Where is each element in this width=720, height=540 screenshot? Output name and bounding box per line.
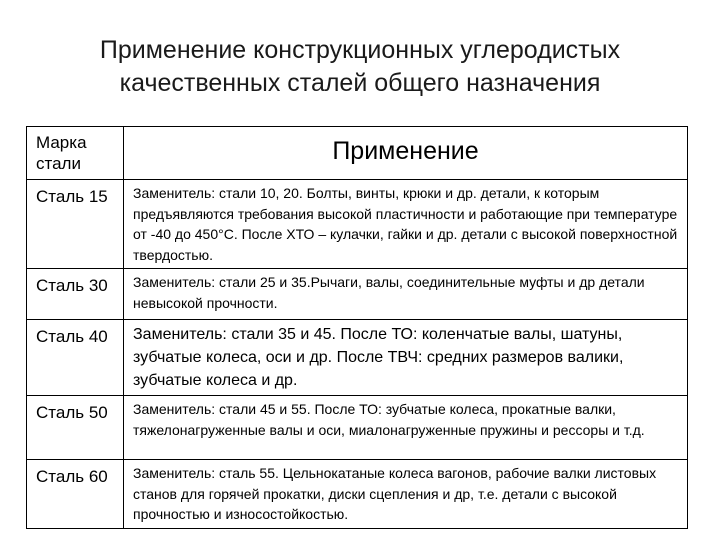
application-cell: Заменитель: стали 35 и 45. После ТО: коленчатые валы, шатуны, зубчатые колеса, оси и др. После ТВЧ: средних размеров валики, зубчатые колеса и др. xyxy=(124,320,688,396)
page-title xyxy=(40,34,680,100)
header-application: Применение xyxy=(124,127,688,180)
steel-grade-cell: Сталь 30 xyxy=(27,269,124,320)
table-row xyxy=(27,320,688,396)
header-steel-grade xyxy=(27,127,124,180)
steel-grade-cell: Сталь 40 xyxy=(27,320,124,396)
application-cell: Заменитель: стали 10, 20. Болты, винты, крюки и др. детали, к которым предъявляются требования высокой пластичности и работающие при температуре от -40 до 450°С. После ХТО – кулачки, гайки и др. детали с высокой поверхностной твердостью. xyxy=(124,180,688,269)
application-cell: Заменитель: сталь 55. Цельнокатаные колеса вагонов, рабочие валки листовых станов для горячей прокатки, диски сцепления и др, т.е. детали с высокой прочностью и износостойкостью. xyxy=(124,460,688,529)
header-steel-grade-line-2: стали xyxy=(36,154,81,173)
steel-application-table xyxy=(26,126,688,529)
table-row xyxy=(27,396,688,460)
table-row xyxy=(27,180,688,269)
application-cell: Заменитель: стали 45 и 55. После ТО: зубчатые колеса, прокатные валки, тяжелонагруженные валы и оси, миалонагруженные пружины и рессоры и т.д. xyxy=(124,396,688,460)
application-cell: Заменитель: стали 25 и 35.Рычаги, валы, соединительные муфты и др детали невысокой прочности. xyxy=(124,269,688,320)
table-row xyxy=(27,269,688,320)
steel-grade-cell: Сталь 15 xyxy=(27,180,124,269)
title-line-2: качественных сталей общего назначения xyxy=(119,69,601,97)
table-header-row xyxy=(27,127,688,180)
title-line-1: Применение конструкционных углеродистых xyxy=(99,36,621,64)
table-row xyxy=(27,460,688,529)
steel-grade-cell: Сталь 50 xyxy=(27,396,124,460)
steel-grade-cell: Сталь 60 xyxy=(27,460,124,529)
header-steel-grade-line-1: Марка xyxy=(36,133,87,152)
